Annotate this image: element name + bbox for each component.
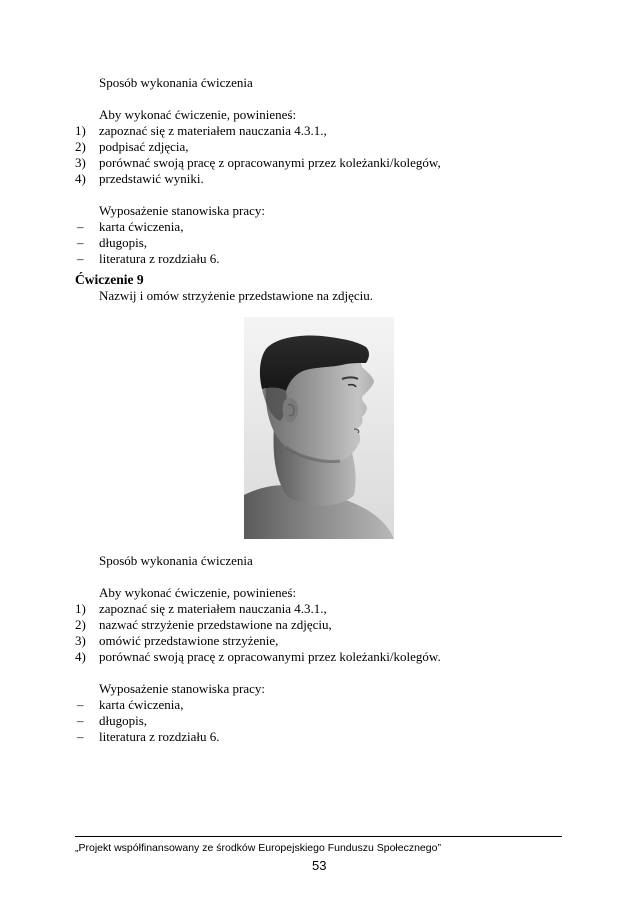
- step-number: 4): [75, 171, 86, 186]
- step-text: przedstawić wyniki.: [99, 171, 204, 186]
- dash-bullet: –: [77, 697, 84, 712]
- step-number: 3): [75, 633, 86, 648]
- equipment-item: długopis,: [99, 713, 148, 728]
- equipment-item: literatura z rozdziału 6.: [99, 729, 220, 744]
- dash-bullet: –: [77, 235, 84, 250]
- method-title-2: Sposób wykonania ćwiczenia: [99, 553, 253, 568]
- dash-bullet: –: [77, 713, 84, 728]
- step-number: 3): [75, 155, 86, 170]
- intro-2: Aby wykonać ćwiczenie, powinieneś:: [99, 585, 297, 600]
- equipment-item: literatura z rozdziału 6.: [99, 251, 220, 266]
- step-number: 1): [75, 123, 86, 138]
- intro-1: Aby wykonać ćwiczenie, powinieneś:: [99, 107, 297, 122]
- step-text: zapoznać się z materiałem nauczania 4.3.1.,: [99, 123, 327, 138]
- dash-bullet: –: [77, 219, 84, 234]
- page-number: 53: [312, 858, 327, 873]
- step-text: porównać swoją pracę z opracowanymi przez koleżanki/kolegów,: [99, 155, 441, 170]
- footer-text: „Projekt współfinansowany ze środków Europejskiego Funduszu Społecznego”: [75, 842, 441, 854]
- exercise-title: Ćwiczenie 9: [75, 272, 144, 287]
- step-text: porównać swoją pracę z opracowanymi przez koleżanki/kolegów.: [99, 649, 441, 664]
- haircut-photo: [244, 317, 394, 539]
- dash-bullet: –: [77, 729, 84, 744]
- method-title-1: Sposób wykonania ćwiczenia: [99, 75, 253, 90]
- equipment-item: karta ćwiczenia,: [99, 219, 184, 234]
- exercise-instruction: Nazwij i omów strzyżenie przedstawione na zdjęciu.: [99, 288, 373, 303]
- step-text: omówić przedstawione strzyżenie,: [99, 633, 279, 648]
- step-text: zapoznać się z materiałem nauczania 4.3.1.,: [99, 601, 327, 616]
- step-text: nazwać strzyżenie przedstawione na zdjęciu,: [99, 617, 332, 632]
- equipment-item: długopis,: [99, 235, 148, 250]
- step-number: 4): [75, 649, 86, 664]
- step-number: 2): [75, 617, 86, 632]
- equipment-title-1: Wyposażenie stanowiska pracy:: [99, 203, 265, 218]
- equipment-item: karta ćwiczenia,: [99, 697, 184, 712]
- step-number: 2): [75, 139, 86, 154]
- footer-rule: [75, 836, 562, 837]
- dash-bullet: –: [77, 251, 84, 266]
- step-text: podpisać zdjęcia,: [99, 139, 189, 154]
- equipment-title-2: Wyposażenie stanowiska pracy:: [99, 681, 265, 696]
- step-number: 1): [75, 601, 86, 616]
